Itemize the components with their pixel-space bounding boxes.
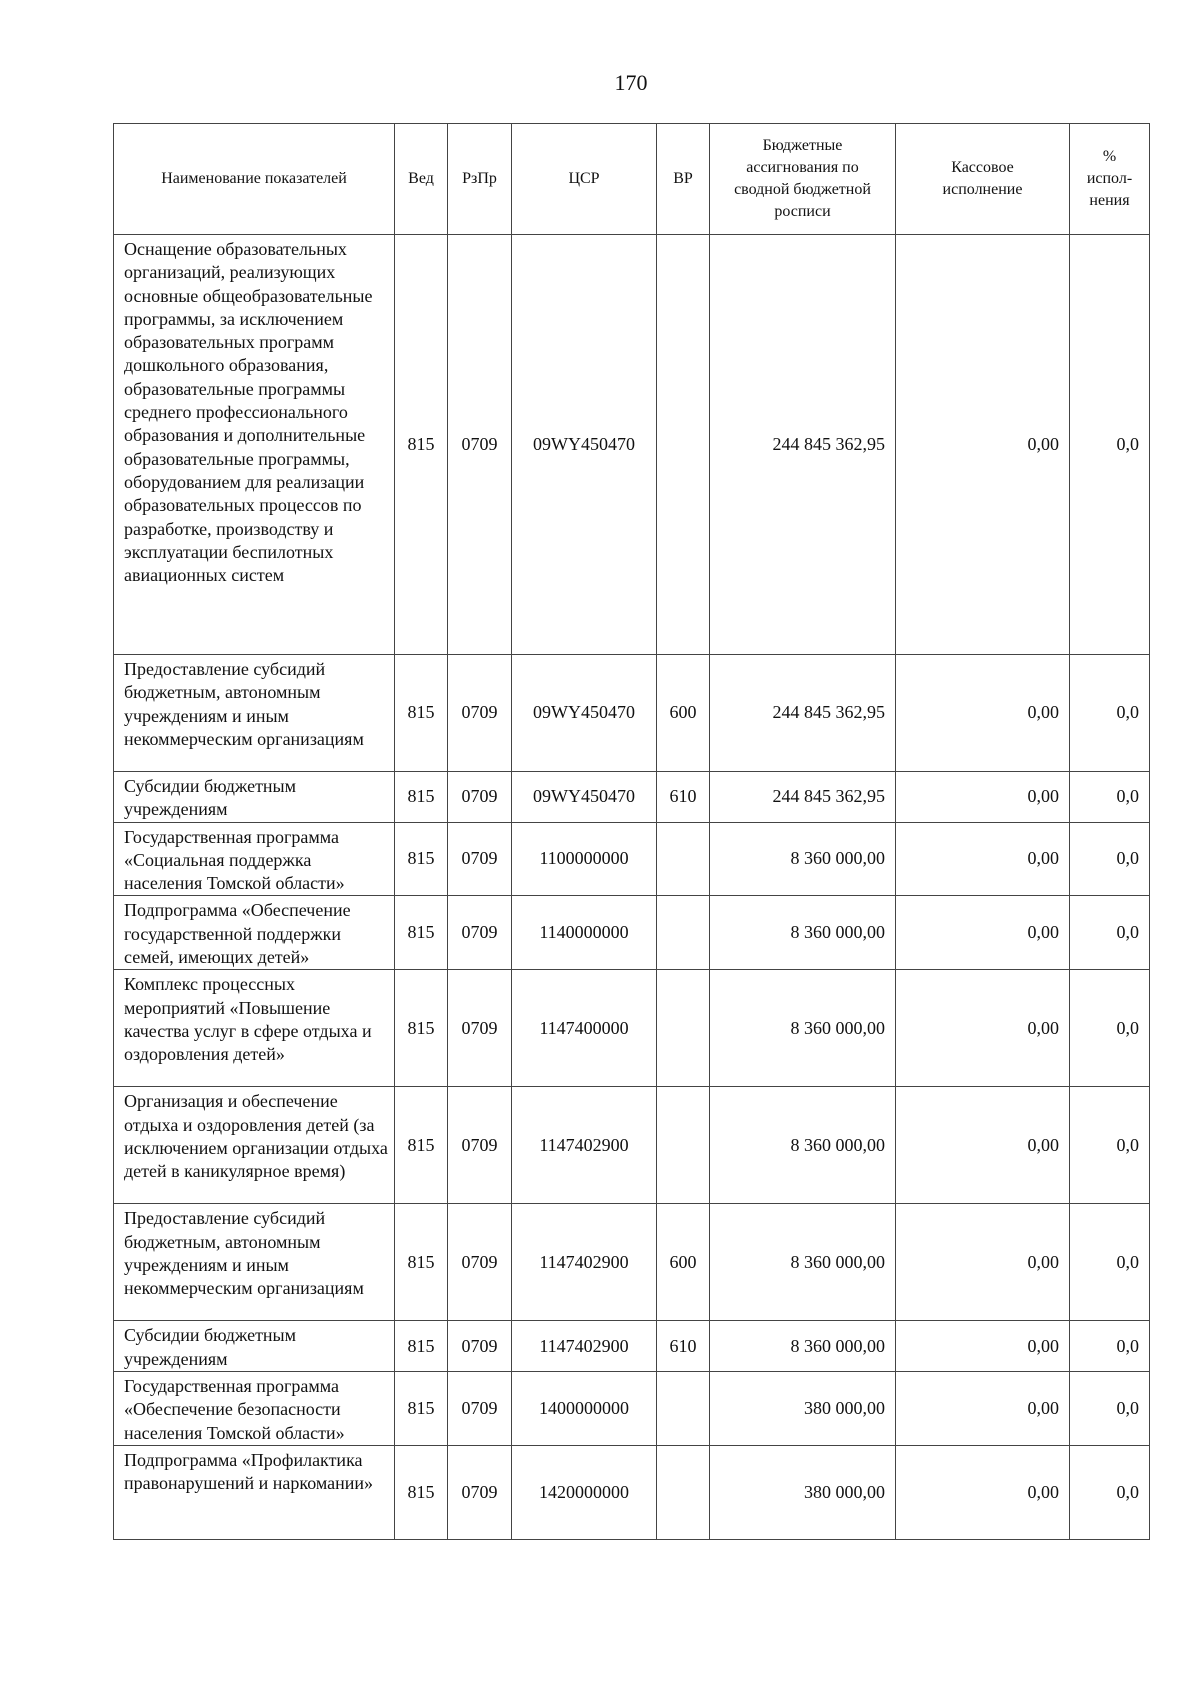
- row-csr: 1100000000: [512, 822, 657, 896]
- row-name: Государственная программа «Социальная поддержка населения Томской области»: [114, 822, 395, 896]
- row-name: Предоставление субсидий бюджетным, автономным учреждениям и иным некоммерческим организациям: [114, 1204, 395, 1321]
- row-rzpr: 0709: [448, 822, 512, 896]
- row-vr: 600: [657, 655, 710, 772]
- header-name: Наименование показателей: [114, 124, 395, 235]
- row-ved: 815: [395, 1445, 448, 1539]
- row-vr: [657, 235, 710, 655]
- header-rzpr: РзПр: [448, 124, 512, 235]
- row-csr: 09WY450470: [512, 655, 657, 772]
- table-row: [114, 970, 1150, 1087]
- row-percent: 0,0: [1070, 970, 1150, 1087]
- row-rzpr: 0709: [448, 772, 512, 823]
- row-cash: 0,00: [896, 235, 1070, 655]
- table-row: [114, 822, 1150, 896]
- row-csr: 1147402900: [512, 1204, 657, 1321]
- row-cash: 0,00: [896, 772, 1070, 823]
- row-percent: 0,0: [1070, 822, 1150, 896]
- row-vr: [657, 822, 710, 896]
- row-ved: 815: [395, 1321, 448, 1372]
- row-cash: 0,00: [896, 1087, 1070, 1204]
- row-rzpr: 0709: [448, 655, 512, 772]
- row-name: Субсидии бюджетным учреждениям: [114, 772, 395, 823]
- row-percent: 0,0: [1070, 1371, 1150, 1445]
- row-csr: 09WY450470: [512, 235, 657, 655]
- header-budget: Бюджетные ассигнования по сводной бюджетной росписи: [710, 124, 896, 235]
- table-row: [114, 1321, 1150, 1372]
- row-ved: 815: [395, 655, 448, 772]
- table-header: [114, 124, 1150, 235]
- row-name: Предоставление субсидий бюджетным, автономным учреждениям и иным некоммерческим организациям: [114, 655, 395, 772]
- row-ved: 815: [395, 1087, 448, 1204]
- row-rzpr: 0709: [448, 1087, 512, 1204]
- table-row: [114, 1371, 1150, 1445]
- row-vr: 600: [657, 1204, 710, 1321]
- row-rzpr: 0709: [448, 235, 512, 655]
- row-ved: 815: [395, 1204, 448, 1321]
- row-cash: 0,00: [896, 1445, 1070, 1539]
- row-percent: 0,0: [1070, 235, 1150, 655]
- row-vr: 610: [657, 1321, 710, 1372]
- row-ved: 815: [395, 822, 448, 896]
- row-name: Организация и обеспечение отдыха и оздоровления детей (за исключением организации отдыха детей в каникулярное время): [114, 1087, 395, 1204]
- row-vr: 610: [657, 772, 710, 823]
- header-percent: % испол-нения: [1070, 124, 1150, 235]
- row-ved: 815: [395, 970, 448, 1087]
- row-percent: 0,0: [1070, 1204, 1150, 1321]
- row-csr: 1400000000: [512, 1371, 657, 1445]
- row-ved: 815: [395, 896, 448, 970]
- row-vr: [657, 1371, 710, 1445]
- row-budget: 380 000,00: [710, 1445, 896, 1539]
- row-cash: 0,00: [896, 655, 1070, 772]
- row-budget: 380 000,00: [710, 1371, 896, 1445]
- row-cash: 0,00: [896, 970, 1070, 1087]
- row-percent: 0,0: [1070, 896, 1150, 970]
- row-rzpr: 0709: [448, 896, 512, 970]
- row-percent: 0,0: [1070, 1445, 1150, 1539]
- row-vr: [657, 1087, 710, 1204]
- table-body: [114, 235, 1150, 1540]
- row-percent: 0,0: [1070, 1087, 1150, 1204]
- header-cash: Кассовое исполнение: [896, 124, 1070, 235]
- row-rzpr: 0709: [448, 970, 512, 1087]
- table-row: [114, 235, 1150, 655]
- row-name: Подпрограмма «Профилактика правонарушений и наркомании»: [114, 1445, 395, 1539]
- row-csr: 09WY450470: [512, 772, 657, 823]
- row-budget: 8 360 000,00: [710, 1204, 896, 1321]
- row-name: Оснащение образовательных организаций, реализующих основные общеобразовательные программы, за исключением образовательных программ дошкольного образования, образовательные программы среднего профессионального образования и дополнительные образовательные программы, оборудованием для реализации образовательных процессов по разработке, производству и эксплуатации беспилотных авиационных систем: [114, 235, 395, 655]
- row-csr: 1140000000: [512, 896, 657, 970]
- row-budget: 8 360 000,00: [710, 822, 896, 896]
- row-budget: 8 360 000,00: [710, 896, 896, 970]
- row-ved: 815: [395, 235, 448, 655]
- row-budget: 8 360 000,00: [710, 1087, 896, 1204]
- table-row: [114, 655, 1150, 772]
- row-csr: 1147402900: [512, 1321, 657, 1372]
- row-cash: 0,00: [896, 1204, 1070, 1321]
- table-row: [114, 1445, 1150, 1539]
- row-name: Комплекс процессных мероприятий «Повышение качества услуг в сфере отдыха и оздоровления детей»: [114, 970, 395, 1087]
- table-row: [114, 772, 1150, 823]
- row-budget: 244 845 362,95: [710, 235, 896, 655]
- row-budget: 244 845 362,95: [710, 772, 896, 823]
- row-rzpr: 0709: [448, 1371, 512, 1445]
- row-rzpr: 0709: [448, 1445, 512, 1539]
- row-csr: 1147400000: [512, 970, 657, 1087]
- row-vr: [657, 970, 710, 1087]
- header-ved: Вед: [395, 124, 448, 235]
- row-name: Государственная программа «Обеспечение безопасности населения Томской области»: [114, 1371, 395, 1445]
- row-rzpr: 0709: [448, 1321, 512, 1372]
- row-percent: 0,0: [1070, 772, 1150, 823]
- row-name: Субсидии бюджетным учреждениям: [114, 1321, 395, 1372]
- header-csr: ЦСР: [512, 124, 657, 235]
- row-name: Подпрограмма «Обеспечение государственной поддержки семей, имеющих детей»: [114, 896, 395, 970]
- row-vr: [657, 896, 710, 970]
- budget-table: [113, 123, 1150, 1540]
- row-percent: 0,0: [1070, 655, 1150, 772]
- row-budget: 8 360 000,00: [710, 970, 896, 1087]
- table-row: [114, 1087, 1150, 1204]
- row-cash: 0,00: [896, 1321, 1070, 1372]
- row-csr: 1420000000: [512, 1445, 657, 1539]
- row-percent: 0,0: [1070, 1321, 1150, 1372]
- table-row: [114, 896, 1150, 970]
- header-row: [114, 124, 1150, 235]
- row-ved: 815: [395, 772, 448, 823]
- row-vr: [657, 1445, 710, 1539]
- row-cash: 0,00: [896, 822, 1070, 896]
- header-vr: ВР: [657, 124, 710, 235]
- row-rzpr: 0709: [448, 1204, 512, 1321]
- row-cash: 0,00: [896, 896, 1070, 970]
- row-budget: 8 360 000,00: [710, 1321, 896, 1372]
- row-ved: 815: [395, 1371, 448, 1445]
- row-cash: 0,00: [896, 1371, 1070, 1445]
- page-number: 170: [614, 70, 648, 95]
- row-csr: 1147402900: [512, 1087, 657, 1204]
- row-budget: 244 845 362,95: [710, 655, 896, 772]
- table-row: [114, 1204, 1150, 1321]
